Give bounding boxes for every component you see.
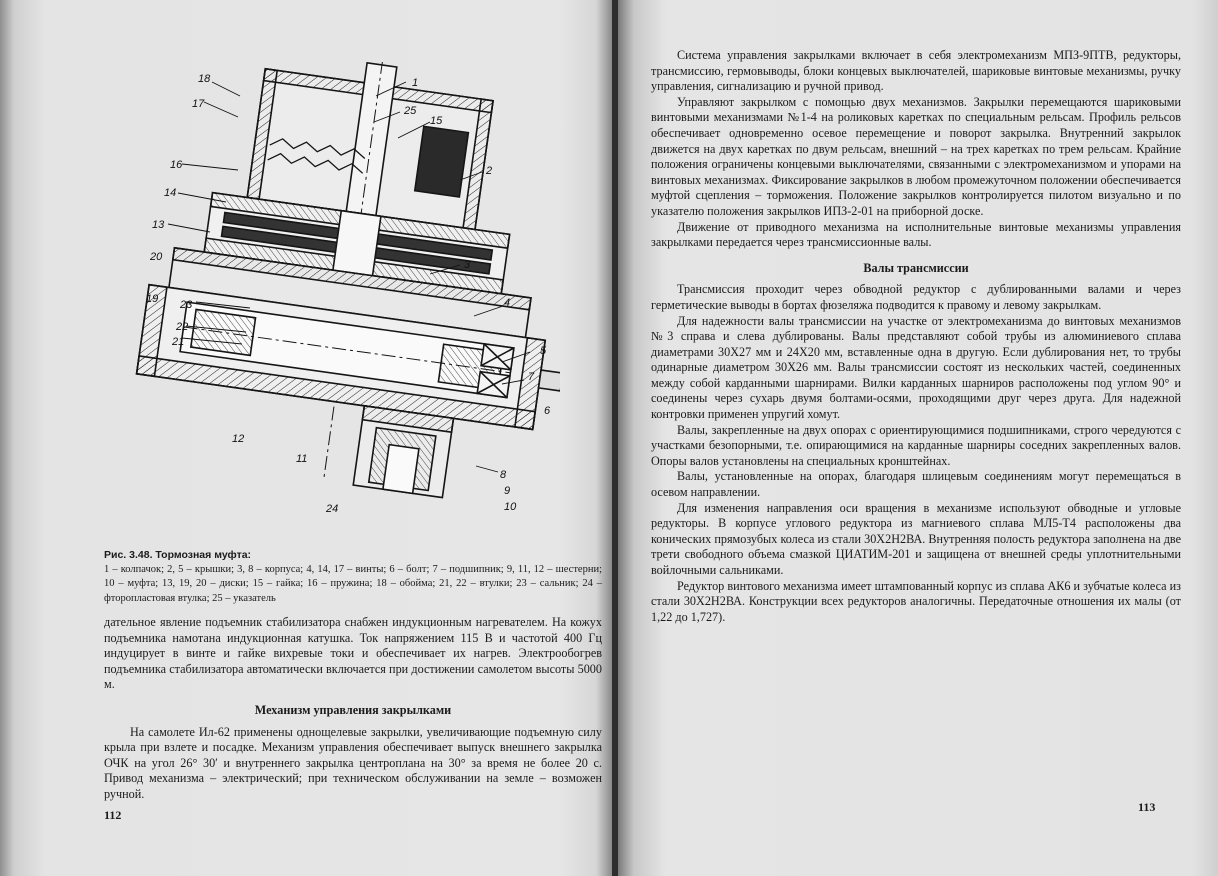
callout-label: 21 <box>172 336 185 348</box>
paragraph-continuation: дательное явление подъемник стабилизатора снабжен индукционным нагревателем. На кожух подъемника намотана индукционная катушка. Ток напряжением 115 В и частотой 400 Гц индуцирует в винте и гайке вихревые токи и обеспечивает их нагрев. Электрообогрев подъемника стабилизатора автоматически включается при достижении самолетом высоты 5000 м. <box>104 615 602 692</box>
callout-label: 20 <box>150 251 163 263</box>
callout-label: 15 <box>430 115 443 127</box>
callout-label: 12 <box>232 433 245 445</box>
paragraph: Движение от приводного механизма на исполнительные винтовые механизмы управления закрылками передается через трансмиссионные валы. <box>651 219 1181 250</box>
caption-title: Рис. 3.48. Тормозная муфта: <box>104 549 252 561</box>
paragraph-flaps: На самолете Ил-62 применены однощелевые закрылки, увеличивающие подъемную силу крыла при взлете и посадке. Механизм управления обеспечивает выпуск внешнего закрылка ОЧК на угол 26° 30′ и внутреннего закрылка центроплана на 30° за время не более 20 с. Привод механизма – электрический; при техническом обслуживании на земле – возможен ручной. <box>104 724 602 801</box>
paragraph: Редуктор винтового механизма имеет штампованный корпус из сплава АК6 и зубчатые колеса из стали 30Х2Н2ВА. Конструкции всех редукторов аналогичны. Передаточные отношения их малы (от 1,22 до 1,727). <box>651 578 1181 624</box>
page-number-right: 113 <box>1138 800 1156 814</box>
paragraph: Валы, установленные на опорах, благодаря шлицевым соединениям могут перемещаться в осевом направлении. <box>651 469 1181 500</box>
callout-label: 24 <box>326 503 339 515</box>
callout-label: 5 <box>540 345 547 357</box>
callout-label: 17 <box>192 98 205 110</box>
callout-label: 25 <box>404 105 417 117</box>
callout-label: 4 <box>504 297 511 309</box>
left-page-body <box>104 615 602 803</box>
callout-label: 8 <box>500 469 507 481</box>
callout-label: 7 <box>528 371 535 383</box>
page-number-left: 112 <box>104 808 122 822</box>
paragraph: Трансмиссия проходит через обводной редуктор с дублированными валами и через герметические выводы в бортах фюзеляжа подводится к правому и левому закрылкам. <box>651 282 1181 312</box>
callout-label: 9 <box>504 485 511 497</box>
figure-caption <box>104 548 602 606</box>
brake-coupling-drawing <box>130 62 560 540</box>
callout-label: 6 <box>544 405 551 417</box>
callout-label: 13 <box>152 219 165 231</box>
right-page <box>618 0 1218 876</box>
callout-label: 11 <box>296 453 308 465</box>
technical-drawing <box>130 62 560 540</box>
section-heading-shafts: Валы трансмиссии <box>863 260 969 275</box>
caption-legend: 1 – колпачок; 2, 5 – крышки; 3, 8 – корпуса; 4, 14, 17 – винты; 6 – болт; 7 – подшипник; 9, 11, 12 – шестерни; 10 – муфта; 13, 19, 20 – диски; 15 – гайка; 16 – пружина; 18 – обойма; 21, 22 – втулки; 23 – сальник; 24 – фторопластовая втулка; 25 – указатель <box>104 563 602 604</box>
callout-label: 2 <box>486 165 493 177</box>
assembly-section <box>130 62 560 512</box>
paragraph: Для надежности валы трансмиссии на участке от электромеханизма до винтовых механизмов №3 справа и слева дублированы. Валы представляют собой трубы из алюминиевого сплава диаметрами 30Х27 мм и 24Х20 мм, вставленные одна в другую. Если дублирования нет, то трубы одинарные диаметром 30Х26 мм. Валы трансмиссии состоят из нескольких частей, соединенных между собой карданными шарнирами. Вилки карданных шарниров расположены под углом 90° и соединены через сухарь двумя болтами-осями, проходящими друг через друга. Для надежной контровки применен упругий хомут. <box>651 313 1181 422</box>
callout-label: 3 <box>464 259 471 271</box>
paragraph: Управляют закрылком с помощью двух механизмов. Закрылки перемещаются шариковыми винтовыми механизмами №1-4 на роликовых каретках по специальным рельсам. Профиль рельсов обеспечивает одновременно осевое перемещение и поворот закрылка. Внутренний закрылок движется на двух каретках по двум рельсам, внешний – на трех каретках по трем рельсам. Крайние положения ограничены концевыми выключателями, связанными с электромеханизмом и упорами на винтовых механизмах. Фиксирование закрылков в любом промежуточном положении обеспечивается муфтой сцепления – торможения. Положение закрылков контролируется пилотом визуально и по указателю положения закрылков ИПЗ-2-01 на приборной доске. <box>651 94 1181 218</box>
callout-label: 16 <box>170 159 183 171</box>
callout-label: 14 <box>164 187 177 199</box>
paragraph: Валы, закрепленные на двух опорах с ориентирующимися подшипниками, строго чередуются с участками безопорными, т.е. опирающимися на карданные шарниры соседних закрепленных валов. Опоры валов установлены на специальных кронштейнах. <box>651 422 1181 468</box>
callout-label: 19 <box>146 293 159 305</box>
paragraph: Система управления закрылками включает в себя электромеханизм МПЗ-9ПТВ, редукторы, трансмиссию, гермовыводы, блоки концевых выключателей, шариковые винтовые механизмы, ручку управления, сигнализацию и ручной привод. <box>651 48 1181 94</box>
callout-label: 18 <box>198 73 211 85</box>
callout-label: 22 <box>176 321 189 333</box>
callout-label: 23 <box>180 299 193 311</box>
right-page-body <box>651 48 1181 625</box>
callout-label: 1 <box>412 77 419 89</box>
callout-label: 10 <box>504 501 517 513</box>
section-heading-flaps: Механизм управления закрылками <box>254 702 452 717</box>
paragraph: Для изменения направления оси вращения в механизме используют обводные и угловые редукторы. В корпусе углового редуктора из магниевого сплава МЛ5-Т4 расположены два конических прямозубых колеса из стали 30Х2Н2ВА. Внутренняя полость редуктора заполнена на две трети свободного объема смазкой ЦИАТИМ-201 и защищена от внешней среды уплотнительными войлочными сальниками. <box>651 500 1181 577</box>
